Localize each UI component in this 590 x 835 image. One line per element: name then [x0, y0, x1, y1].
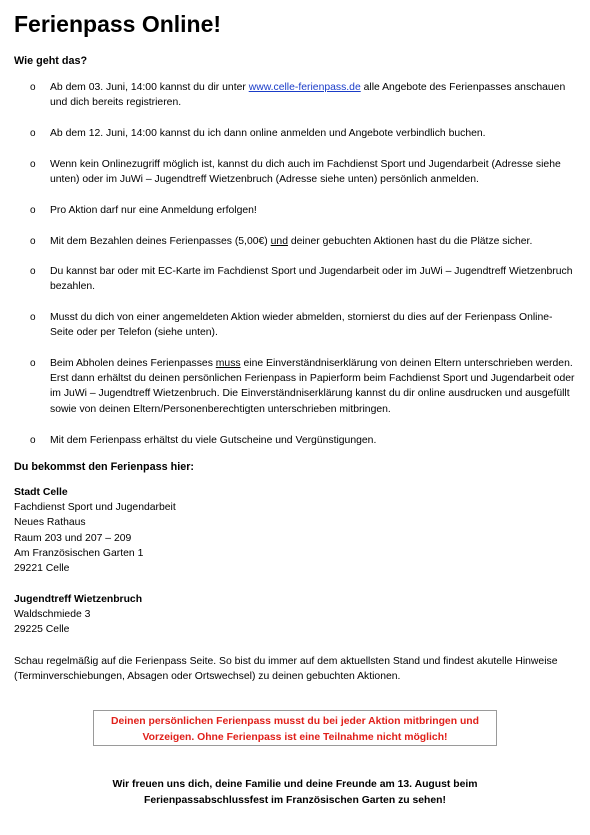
address-line: 29225 Celle — [14, 624, 70, 636]
address-line: Fachdienst Sport und Jugendarbeit — [14, 502, 176, 514]
list-item-text: Beim Abholen deines Ferienpasses muss eine Einverständniserklärung von deinen Eltern unterschrieben werden. Erst dann erhältst du deinen persönlichen Ferienpass in Papierform beim Fachdienst Sport und Jugendarbeit oder im JuWi – Jugendtreff Wietzenbruch. Die Einverständniserklärung kannst du dir online ausdrucken und ausgefüllt sowie von deinen Eltern/Personenberechtigten unterschrieben mitbringen. — [50, 358, 575, 415]
bullet-icon: o — [30, 159, 36, 170]
address-line: Waldschmiede 3 — [14, 609, 91, 621]
list-item-text: Mit dem Bezahlen deines Ferienpasses (5,00€) und deiner gebuchten Aktionen hast du die Plätze sicher. — [50, 236, 533, 247]
list-item-text: Mit dem Ferienpass erhältst du viele Gutscheine und Vergünstigungen. — [50, 435, 377, 446]
address-name: Stadt Celle — [14, 487, 68, 498]
list-item-text: Ab dem 12. Juni, 14:00 kannst du ich dann online anmelden und Angebote verbindlich buchen. — [50, 128, 486, 139]
list-item-text: Wenn kein Onlinezugriff möglich ist, kannst du dich auch im Fachdienst Sport und Jugendarbeit (Adresse siehe unten) oder im JuWi – Jugendtreff Wietzenbruch (Adresse siehe unten) persönlich anmelden. — [50, 159, 561, 186]
address-line: Raum 203 und 207 – 209 — [14, 532, 132, 544]
list-item-text: Du kannst bar oder mit EC-Karte im Fachdienst Sport und Jugendarbeit oder im JuWi – Jugendtreff Wietzenbruch bezahlen. — [50, 266, 573, 293]
bullet-icon: o — [30, 435, 36, 446]
get-heading: Du bekommst den Ferienpass hier: — [14, 461, 194, 473]
address-line: Am Französischen Garten 1 — [14, 547, 144, 559]
how-heading: Wie geht das? — [14, 55, 88, 67]
address-block — [14, 592, 574, 638]
address-line: 29221 Celle — [14, 563, 70, 575]
bullet-icon: o — [30, 266, 36, 277]
address-block — [14, 485, 574, 576]
info-paragraph: Schau regelmäßig auf die Ferienpass Seite. So bist du immer auf dem aktuellsten Stand und findest akutelle Hinweise (Terminverschiebungen, Absagen oder Ortswechsel) zu deinen gebuchten Aktionen. — [14, 656, 558, 683]
closing-text: Wir freuen uns dich, deine Familie und deine Freunde am 13. August beim Ferienpassabschlussfest im Französischen Garten zu sehen! — [112, 779, 478, 807]
bullet-icon: o — [30, 236, 36, 247]
list-item-text: Ab dem 03. Juni, 14:00 kannst du dir unter www.celle-ferienpass.de alle Angebote des Ferienpasses anschauen und dich bereits registrieren. — [50, 82, 566, 109]
bullet-icon: o — [30, 82, 36, 93]
list-item-text: Musst du dich von einer angemeldeten Aktion wieder abmelden, stornierst du dies auf der Ferienpass Online-Seite oder per Telefon (siehe unten). — [50, 312, 553, 339]
page-title: Ferienpass Online! — [14, 11, 222, 37]
bullet-icon: o — [30, 358, 36, 369]
address-line: Neues Rathaus — [14, 517, 86, 529]
bullet-icon: o — [30, 128, 36, 139]
list-item-text: Pro Aktion darf nur eine Anmeldung erfolgen! — [50, 205, 257, 216]
bullet-icon: o — [30, 205, 36, 216]
bullet-icon: o — [30, 312, 36, 323]
notice-box: Deinen persönlichen Ferienpass musst du bei jeder Aktion mitbringen und Vorzeigen. Ohne Ferienpass ist eine Teilnahme nicht möglich! — [93, 710, 497, 746]
address-name: Jugendtreff Wietzenbruch — [14, 594, 143, 605]
ferienpass-link[interactable]: www.celle-ferienpass.de — [248, 82, 361, 93]
